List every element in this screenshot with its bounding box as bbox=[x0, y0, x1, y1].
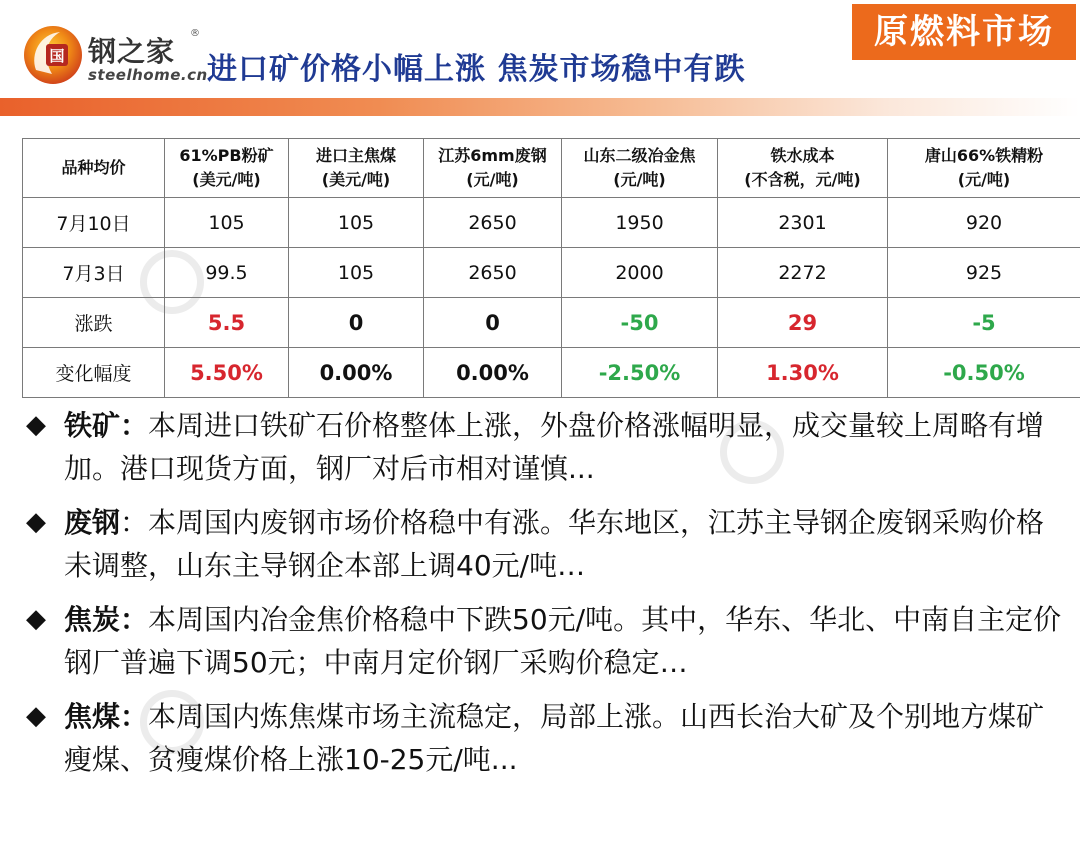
note-label: 铁矿 bbox=[64, 409, 121, 442]
table-row bbox=[23, 198, 1080, 248]
table-cell: 0 bbox=[289, 298, 424, 348]
note-scrap-steel bbox=[22, 501, 1072, 587]
section-badge: 原燃料市场 bbox=[852, 4, 1076, 60]
diamond-bullet-icon: ◆ bbox=[26, 507, 46, 537]
table-cell: 29 bbox=[718, 298, 888, 348]
table-cell: 925 bbox=[888, 248, 1080, 298]
table-header-row bbox=[23, 139, 1080, 198]
note-text: 本周国内冶金焦价格稳中下跌50元/吨。其中，华东、华北、中南自主定价钢厂普遍下调50元；中南月定价钢厂采购价稳定… bbox=[64, 603, 1062, 679]
table-header-cell: 品种均价 bbox=[23, 139, 165, 198]
brand-emblem-icon bbox=[22, 24, 84, 86]
note-label: 焦煤 bbox=[64, 700, 121, 733]
diamond-bullet-icon: ◆ bbox=[26, 701, 46, 731]
registered-mark: ® bbox=[190, 28, 200, 39]
brand-name: 钢之家 bbox=[88, 35, 176, 68]
logo-seal-text: 国 bbox=[49, 47, 65, 65]
table-cell: 0.00% bbox=[289, 348, 424, 398]
note-text: 本周国内炼焦煤市场主流稳定，局部上涨。山西长治大矿及个别地方煤矿瘦煤、贫瘦煤价格上涨10-25元/吨... bbox=[64, 700, 1045, 776]
note-label: 废钢 bbox=[64, 506, 121, 539]
diamond-bullet-icon: ◆ bbox=[26, 410, 46, 440]
note-separator: ： bbox=[120, 700, 149, 733]
table-cell: -0.50% bbox=[888, 348, 1080, 398]
table-cell: 105 bbox=[289, 198, 424, 248]
note-text: 本周国内废钢市场价格稳中有涨。华东地区，江苏主导钢企废钢采购价格未调整，山东主导钢企本部上调40元/吨… bbox=[64, 506, 1045, 582]
note-separator: ： bbox=[120, 409, 149, 442]
row-label: 变化幅度 bbox=[23, 348, 165, 398]
table-header-cell: 山东二级冶金焦 (元/吨) bbox=[562, 139, 718, 198]
table-cell: 1950 bbox=[562, 198, 718, 248]
table-cell: 105 bbox=[165, 198, 289, 248]
table-header-cell: 唐山66%铁精粉 (元/吨) bbox=[888, 139, 1080, 198]
table-cell: 1.30% bbox=[718, 348, 888, 398]
table-cell: 0 bbox=[424, 298, 562, 348]
table-cell: -50 bbox=[562, 298, 718, 348]
table-row bbox=[23, 298, 1080, 348]
header-gradient-bar bbox=[0, 98, 1080, 116]
price-table bbox=[22, 138, 1080, 398]
brand-logo[interactable] bbox=[22, 24, 208, 94]
table-row bbox=[23, 348, 1080, 398]
table-cell: -5 bbox=[888, 298, 1080, 348]
table-cell: 5.50% bbox=[165, 348, 289, 398]
table-cell: 105 bbox=[289, 248, 424, 298]
table-header-cell: 进口主焦煤 (美元/吨) bbox=[289, 139, 424, 198]
note-separator: ： bbox=[120, 506, 149, 539]
note-label: 焦炭 bbox=[64, 603, 121, 636]
brand-domain: steelhome.cn bbox=[88, 66, 208, 84]
table-header-cell: 61%PB粉矿 (美元/吨) bbox=[165, 139, 289, 198]
note-coke bbox=[22, 598, 1072, 684]
table-cell: 2301 bbox=[718, 198, 888, 248]
diamond-bullet-icon: ◆ bbox=[26, 604, 46, 634]
table-cell: 920 bbox=[888, 198, 1080, 248]
note-separator: ： bbox=[120, 603, 149, 636]
table-cell: 0.00% bbox=[424, 348, 562, 398]
table-header-cell: 江苏6mm废钢 (元/吨) bbox=[424, 139, 562, 198]
note-text: 本周进口铁矿石价格整体上涨，外盘价格涨幅明显，成交量较上周略有增加。港口现货方面，钢厂对后市相对谨慎... bbox=[64, 409, 1045, 485]
table-cell: -2.50% bbox=[562, 348, 718, 398]
table-header-cell: 铁水成本 (不含税，元/吨) bbox=[718, 139, 888, 198]
table-cell: 5.5 bbox=[165, 298, 289, 348]
table-cell: 2272 bbox=[718, 248, 888, 298]
table-cell: 2650 bbox=[424, 198, 562, 248]
header bbox=[0, 0, 1080, 112]
table-cell: 2650 bbox=[424, 248, 562, 298]
row-label: 涨跌 bbox=[23, 298, 165, 348]
table-cell: 99.5 bbox=[165, 248, 289, 298]
page-title: 进口矿价格小幅上涨 焦炭市场稳中有跌 bbox=[207, 52, 746, 87]
table-cell: 2000 bbox=[562, 248, 718, 298]
note-iron-ore bbox=[22, 404, 1072, 490]
table-row bbox=[23, 248, 1080, 298]
note-coking-coal bbox=[22, 695, 1072, 781]
row-label: 7月10日 bbox=[23, 198, 165, 248]
row-label: 7月3日 bbox=[23, 248, 165, 298]
market-notes bbox=[22, 404, 1072, 792]
